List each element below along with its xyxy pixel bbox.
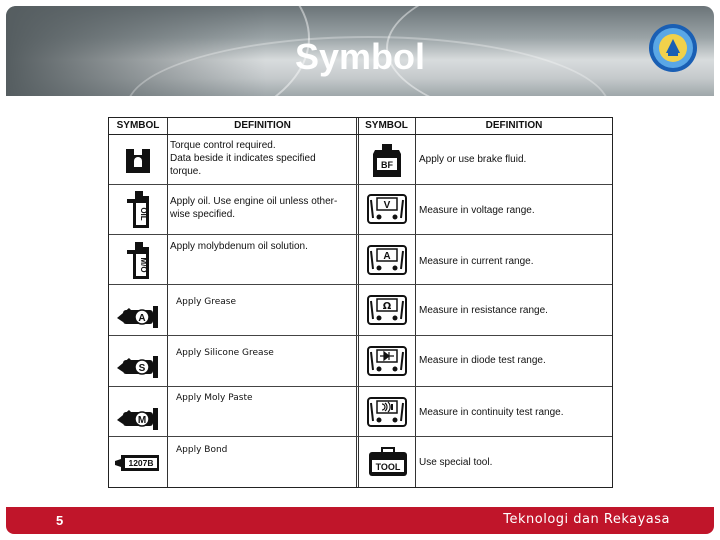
voltmeter-label: V [383,200,391,211]
grease-gun-s-label: S [138,363,146,374]
definition-line: Torque control required. [170,140,276,151]
row-divider [109,335,612,336]
grease-gun-m-icon [115,398,163,432]
definition-brake-fluid: Apply or use brake fluid. [419,154,527,165]
bond-tube-icon [115,451,163,475]
ohmmeter-icon [367,295,407,325]
definition-resistance: Measure in resistance range. [419,305,548,316]
bond-tube-label: 1207B [128,458,154,468]
definition-torque [170,139,316,178]
brake-fluid-icon [371,144,403,178]
slide-title: Symbol [294,36,426,77]
header-symbol-right: SYMBOL [365,120,408,131]
definition-line: torque. [170,166,202,177]
grease-gun-a-icon [115,296,163,330]
footer-band [6,507,714,534]
header-divider [109,134,612,135]
toolbox-label: TOOL [375,462,401,472]
header-definition-right: DEFINITION [485,120,543,131]
footer-brand-text: Teknologi dan Rekayasa [503,512,670,527]
oil-can-label: OIL [139,207,148,221]
grease-gun-a-label: A [138,313,146,324]
voltmeter-icon [367,194,407,224]
definition-current: Measure in current range. [419,256,534,267]
row-divider [109,184,612,185]
grease-gun-m-label: M [137,415,147,426]
definition-line: Data beside it indicates specified [170,153,316,164]
column-divider [415,118,416,487]
column-divider [358,118,359,487]
definition-silicone-grease: Apply Silicone Grease [176,348,274,358]
row-divider [109,436,612,437]
row-divider [109,234,612,235]
ammeter-label: A [383,251,391,262]
definition-grease: Apply Grease [176,297,237,307]
definition-moly-paste: Apply Moly Paste [176,393,253,403]
definition-line: wise specified. [170,209,236,220]
continuity-tester-icon [367,397,407,427]
header-definition-left: DEFINITION [234,120,291,131]
column-divider [167,118,168,487]
definition-bond: Apply Bond [176,445,228,455]
page-number: 5 [56,513,64,528]
torque-wrench-icon [120,147,156,175]
tut-wuri-handayani-emblem-icon [648,23,698,73]
moly-oil-can-icon [121,242,157,280]
diode-tester-icon [367,346,407,376]
ammeter-icon [367,245,407,275]
definition-continuity: Measure in continuity test range. [419,407,564,418]
definition-line: Apply molybdenum oil solution. [170,241,308,252]
definition-diode: Measure in diode test range. [419,355,546,366]
brake-fluid-label: BF [381,160,393,170]
header-symbol-left: SYMBOL [116,120,160,131]
symbol-table [108,117,613,488]
definition-oil [170,195,337,221]
moly-oil-can-label: M/O [139,257,148,273]
definition-line: Apply oil. Use engine oil unless other- [170,196,338,207]
definition-special-tool: Use special tool. [419,457,493,468]
grease-gun-s-icon [115,346,163,380]
row-divider [109,386,612,387]
definition-voltage: Measure in voltage range. [419,205,535,216]
column-divider [356,118,357,487]
ohmmeter-label: Ω [382,301,392,312]
definition-moly-oil [170,240,308,253]
row-divider [109,284,612,285]
toolbox-icon [368,447,408,477]
oil-can-icon [121,191,157,229]
